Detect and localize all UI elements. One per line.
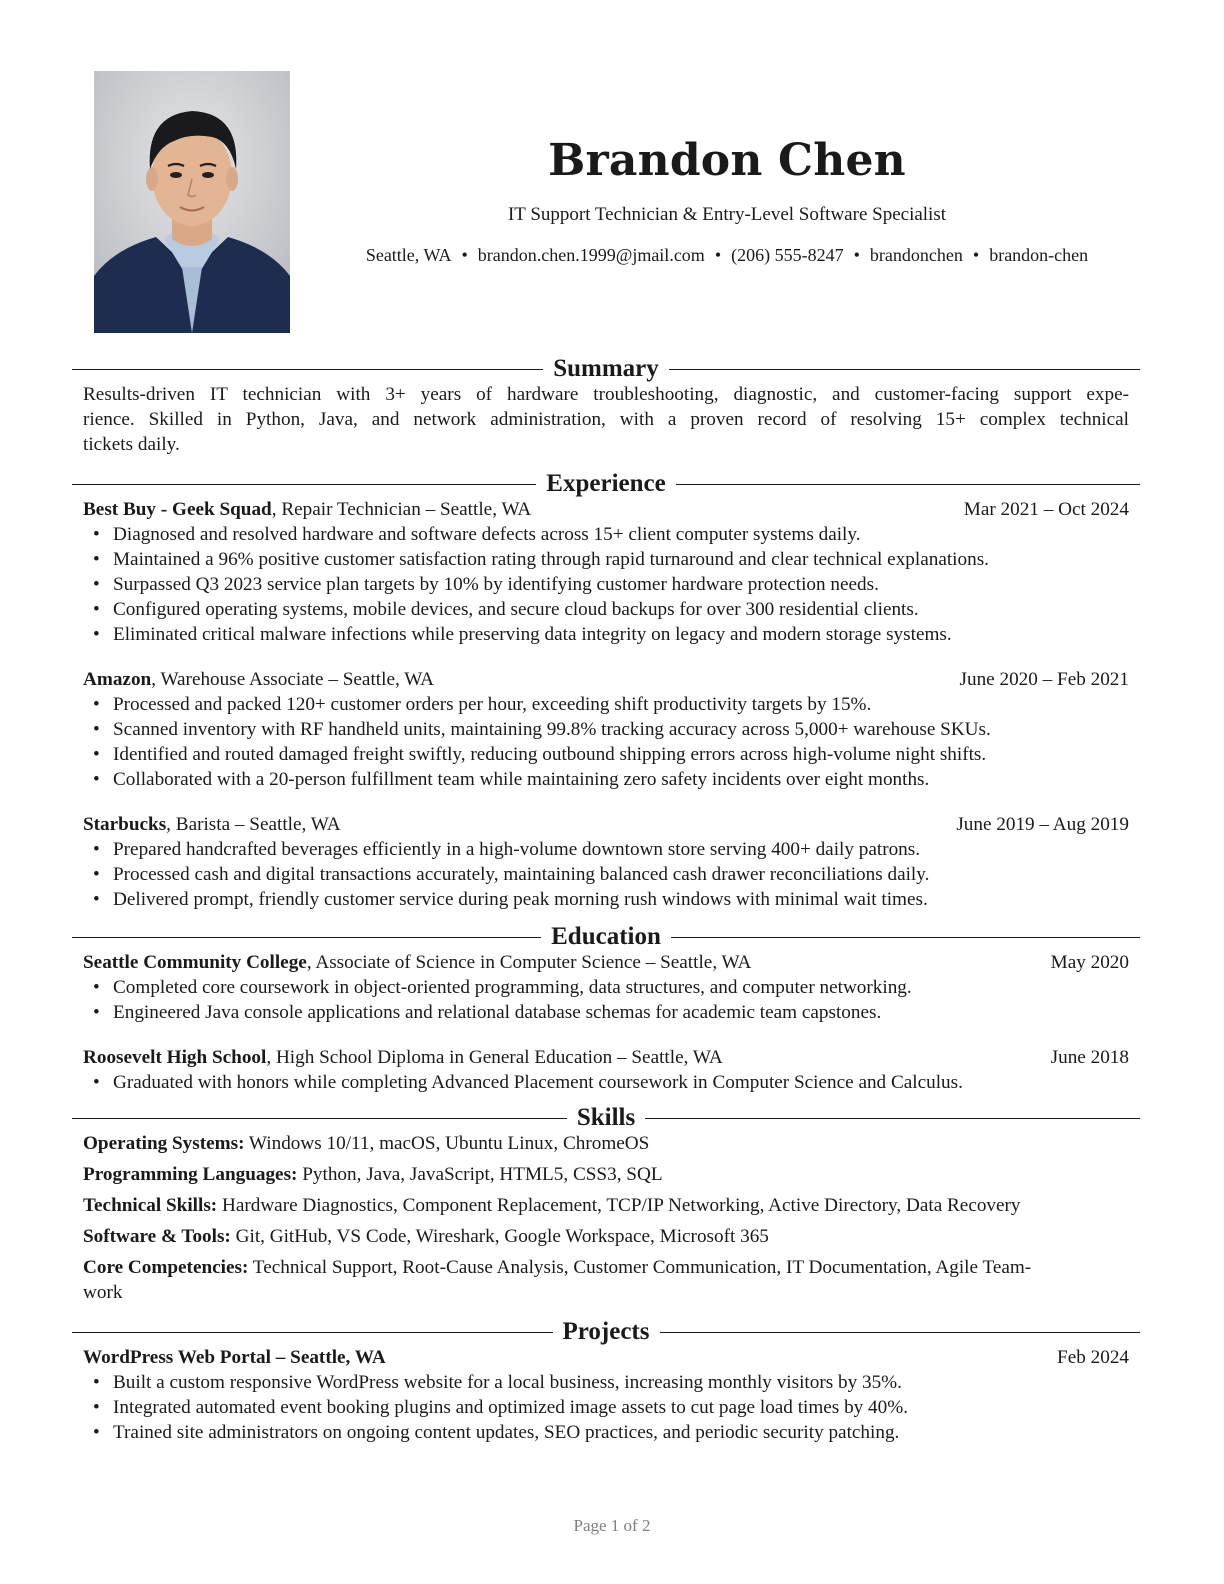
- bullet-item: • Delivered prompt, friendly customer service during peak morning rush windows with minimal wait times.: [83, 887, 1129, 912]
- education-entry: [83, 950, 1129, 1025]
- profile-photo: [94, 71, 290, 333]
- section-title-text: Skills: [576, 1104, 636, 1131]
- contact-email[interactable]: brandon.chen.1999@jmail.com: [477, 245, 705, 265]
- summary-line: rience. Skilled in Python, Java, and network administration, with a proven record of resolving 15+ complex technical: [83, 409, 1129, 430]
- skill-label: Programming Languages:: [83, 1164, 298, 1185]
- skill-row: [83, 1162, 1129, 1187]
- bullet-item: • Eliminated critical malware infections while preserving data integrity on legacy and modern storage systems.: [83, 622, 1129, 647]
- skill-value: Git, GitHub, VS Code, Wireshark, Google Workspace, Microsoft 365: [230, 1226, 769, 1247]
- contact-separator: •: [853, 245, 860, 265]
- section-rule: [671, 937, 1140, 938]
- entry-organization: Seattle Community College: [83, 952, 307, 973]
- summary-text: [83, 382, 1129, 457]
- project-title: WordPress Web Portal – Seattle, WA: [83, 1347, 386, 1368]
- section-heading-skills: [72, 1101, 1140, 1135]
- entry-role: , Warehouse Associate – Seattle, WA: [151, 669, 435, 690]
- entry-organization: Amazon: [83, 669, 152, 690]
- bullet-item: • Engineered Java console applications and relational database schemas for academic team capstones.: [83, 1000, 1129, 1025]
- bullet-item: • Prepared handcrafted beverages efficiently in a high-volume downtown store serving 400+ daily patrons.: [83, 837, 1129, 862]
- entry-organization: Best Buy - Geek Squad: [83, 499, 272, 520]
- section-rule: [645, 1118, 1140, 1119]
- contact-github[interactable]: brandonchen: [869, 245, 963, 265]
- education-entry: [83, 1045, 1129, 1095]
- skill-label: Core Competencies:: [83, 1257, 249, 1278]
- bullet-item: • Identified and routed damaged freight swiftly, reducing outbound shipping errors across high-volume night shifts.: [83, 742, 1129, 767]
- skill-row: [83, 1193, 1129, 1218]
- project-entry: [83, 1345, 1129, 1445]
- experience-entry: [83, 497, 1129, 647]
- entry-bullets: [83, 1370, 1129, 1445]
- section-title-text: Experience: [546, 470, 666, 497]
- section-rule: [72, 1332, 553, 1333]
- entry-header: [83, 812, 1129, 837]
- entry-dates: May 2020: [1050, 952, 1129, 973]
- bullet-item: • Scanned inventory with RF handheld units, maintaining 99.8% tracking accuracy across 5,000+ warehouse SKUs.: [83, 717, 1129, 742]
- page-number: Page 1 of 2: [573, 1516, 651, 1535]
- entry-role: , Repair Technician – Seattle, WA: [271, 499, 532, 520]
- section-rule: [72, 369, 543, 370]
- entry-dates: June 2019 – Aug 2019: [956, 814, 1129, 835]
- entry-dates: Mar 2021 – Oct 2024: [963, 499, 1129, 520]
- resume-header: [326, 128, 1128, 268]
- entry-bullets: [83, 837, 1129, 912]
- bullet-item: • Maintained a 96% positive customer satisfaction rating through rapid turnaround and clear technical explanations.: [83, 547, 1129, 572]
- section-rule: [72, 484, 536, 485]
- section-title-text: Education: [551, 923, 661, 950]
- section-rule: [660, 1332, 1141, 1333]
- entry-bullets: [83, 1070, 1129, 1095]
- contact-location: Seattle, WA: [365, 245, 452, 265]
- experience-entry: [83, 812, 1129, 912]
- bullet-item: • Processed and packed 120+ customer orders per hour, exceeding shift productivity targets by 15%.: [83, 692, 1129, 717]
- summary-line: Results-driven IT technician with 3+ years of hardware troubleshooting, diagnostic, and customer-facing support expe-: [83, 384, 1129, 405]
- bullet-item: • Completed core coursework in object-oriented programming, data structures, and computer networking.: [83, 975, 1129, 1000]
- skill-row: [83, 1131, 1129, 1156]
- section-rule: [72, 1118, 567, 1119]
- summary-line: tickets daily.: [83, 434, 180, 455]
- contact-phone[interactable]: (206) 555-8247: [731, 245, 844, 265]
- bullet-item: • Configured operating systems, mobile devices, and secure cloud backups for over 300 residential clients.: [83, 597, 1129, 622]
- section-rule: [72, 937, 541, 938]
- skill-value: Windows 10/11, macOS, Ubuntu Linux, ChromeOS: [244, 1133, 650, 1154]
- entry-dates: June 2018: [1050, 1047, 1129, 1068]
- skill-value: Technical Support, Root-Cause Analysis, Customer Communication, IT Documentation, Agile Team-: [248, 1257, 1032, 1278]
- entry-bullets: [83, 522, 1129, 647]
- entry-header: [83, 1045, 1129, 1070]
- entry-header: [83, 950, 1129, 975]
- candidate-name: Brandon Chen: [548, 135, 906, 186]
- contact-separator: •: [461, 245, 468, 265]
- contact-separator: •: [714, 245, 722, 265]
- portrait-image: [94, 71, 290, 333]
- skill-row: [83, 1224, 1129, 1249]
- experience-entry: [83, 667, 1129, 792]
- skill-value: Python, Java, JavaScript, HTML5, CSS3, SQL: [297, 1164, 663, 1185]
- entry-degree: , High School Diploma in General Education – Seattle, WA: [266, 1047, 723, 1068]
- skill-label: Software & Tools:: [83, 1226, 231, 1247]
- bullet-item: • Trained site administrators on ongoing content updates, SEO practices, and periodic security patching.: [83, 1420, 1129, 1445]
- bullet-item: • Built a custom responsive WordPress website for a local business, increasing monthly visitors by 35%.: [83, 1370, 1129, 1395]
- entry-organization: Roosevelt High School: [83, 1047, 267, 1068]
- entry-dates: June 2020 – Feb 2021: [959, 669, 1129, 690]
- skill-label: Operating Systems:: [83, 1133, 245, 1154]
- section-rule: [669, 369, 1140, 370]
- bullet-item: • Graduated with honors while completing Advanced Placement coursework in Computer Science and Calculus.: [83, 1070, 1129, 1095]
- bullet-item: • Integrated automated event booking plugins and optimized image assets to cut page load times by 40%.: [83, 1395, 1129, 1420]
- section-title-text: Summary: [553, 355, 659, 382]
- contact-separator: •: [972, 245, 980, 265]
- candidate-title: IT Support Technician & Entry-Level Software Specialist: [507, 204, 947, 225]
- contact-linkedin[interactable]: brandon-chen: [989, 245, 1089, 265]
- section-heading-education: [72, 920, 1140, 954]
- section-title-text: Projects: [562, 1318, 650, 1345]
- bullet-item: • Collaborated with a 20-person fulfillment team while maintaining zero safety incidents over eight months.: [83, 767, 1129, 792]
- section-heading-projects: [72, 1315, 1140, 1349]
- skill-value: Hardware Diagnostics, Component Replacement, TCP/IP Networking, Active Directory, Data Recovery: [217, 1195, 1021, 1216]
- bullet-item: • Processed cash and digital transactions accurately, maintaining balanced cash drawer reconciliations daily.: [83, 862, 1129, 887]
- entry-bullets: [83, 692, 1129, 792]
- bullet-item: • Diagnosed and resolved hardware and software defects across 15+ client computer systems daily.: [83, 522, 1129, 547]
- entry-bullets: [83, 975, 1129, 1025]
- entry-header: [83, 667, 1129, 692]
- contact-line: [326, 242, 1128, 268]
- skill-label: Technical Skills:: [83, 1195, 218, 1216]
- entry-role: , Barista – Seattle, WA: [166, 814, 341, 835]
- entry-organization: Starbucks: [83, 814, 167, 835]
- skill-row: [83, 1255, 1129, 1305]
- section-heading-summary: [72, 352, 1140, 386]
- bullet-item: • Surpassed Q3 2023 service plan targets by 10% by identifying customer hardware protection needs.: [83, 572, 1129, 597]
- entry-degree: , Associate of Science in Computer Science – Seattle, WA: [306, 952, 752, 973]
- resume-body: [72, 352, 1140, 1445]
- section-rule: [676, 484, 1140, 485]
- section-heading-experience: [72, 467, 1140, 501]
- entry-dates: Feb 2024: [1057, 1347, 1129, 1368]
- skill-value-continued: work: [83, 1282, 123, 1303]
